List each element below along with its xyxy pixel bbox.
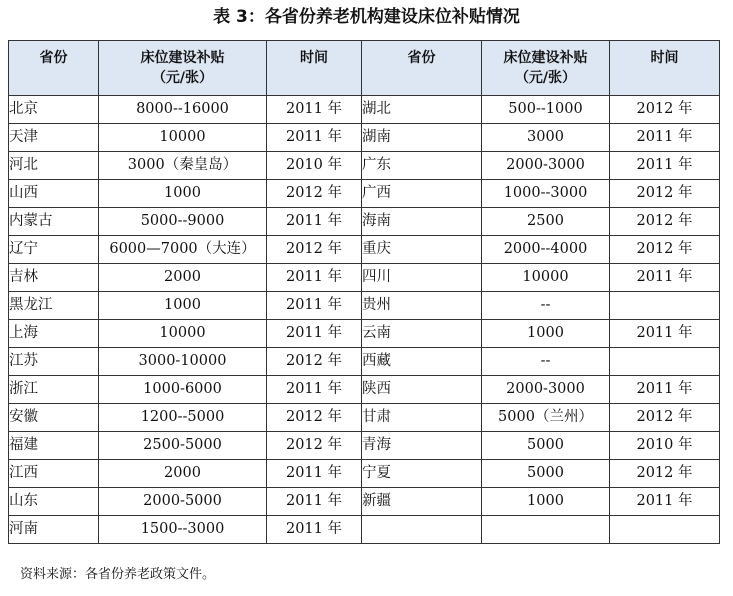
table-row (9, 376, 720, 404)
cell-subsidy-left: 10000 (99, 124, 267, 152)
cell-subsidy-right: 1000 (482, 320, 610, 348)
cell-province-left: 山东 (9, 488, 99, 516)
cell-subsidy-left: 1200--5000 (99, 404, 267, 432)
cell-province-left: 江西 (9, 460, 99, 488)
cell-year-right: 2011 年 (610, 320, 720, 348)
cell-year-left: 2011 年 (267, 376, 362, 404)
cell-year-left: 2011 年 (267, 488, 362, 516)
cell-year-left: 2012 年 (267, 348, 362, 376)
cell-year-left: 2011 年 (267, 460, 362, 488)
cell-subsidy-right: 2500 (482, 208, 610, 236)
cell-year-left: 2010 年 (267, 152, 362, 180)
cell-province-right (362, 516, 482, 544)
cell-year-left: 2012 年 (267, 180, 362, 208)
cell-year-left: 2011 年 (267, 264, 362, 292)
table-row (9, 404, 720, 432)
cell-year-left: 2012 年 (267, 432, 362, 460)
cell-subsidy-right: 500--1000 (482, 96, 610, 124)
cell-province-right: 西藏 (362, 348, 482, 376)
cell-province-right: 陕西 (362, 376, 482, 404)
table-row (9, 264, 720, 292)
table-row (9, 152, 720, 180)
cell-province-left: 河北 (9, 152, 99, 180)
table-row (9, 292, 720, 320)
header-province-right: 省份 (362, 41, 482, 96)
cell-province-left: 辽宁 (9, 236, 99, 264)
table-row (9, 180, 720, 208)
cell-province-right: 贵州 (362, 292, 482, 320)
cell-subsidy-left: 2000-5000 (99, 488, 267, 516)
cell-province-left: 黑龙江 (9, 292, 99, 320)
cell-subsidy-left: 2500-5000 (99, 432, 267, 460)
cell-subsidy-right: 5000 (482, 432, 610, 460)
cell-year-right: 2012 年 (610, 236, 720, 264)
cell-subsidy-right (482, 516, 610, 544)
table-title: 表 3：各省份养老机构建设床位补贴情况 (213, 7, 520, 27)
cell-subsidy-right: 5000 (482, 460, 610, 488)
cell-year-left: 2011 年 (267, 292, 362, 320)
cell-year-right: 2011 年 (610, 152, 720, 180)
header-row (9, 41, 720, 96)
cell-subsidy-left: 8000--16000 (99, 96, 267, 124)
cell-subsidy-right: 2000-3000 (482, 376, 610, 404)
cell-year-right: 2012 年 (610, 460, 720, 488)
cell-year-left: 2012 年 (267, 236, 362, 264)
table-row (9, 124, 720, 152)
source-note: 资料来源：各省份养老政策文件。 (20, 567, 216, 582)
cell-year-right: 2010 年 (610, 432, 720, 460)
cell-subsidy-right: -- (482, 292, 610, 320)
cell-province-right: 青海 (362, 432, 482, 460)
cell-province-right: 湖北 (362, 96, 482, 124)
cell-subsidy-right: 1000--3000 (482, 180, 610, 208)
cell-province-left: 北京 (9, 96, 99, 124)
cell-subsidy-left: 6000—7000（大连） (99, 236, 267, 264)
cell-province-right: 重庆 (362, 236, 482, 264)
cell-subsidy-left: 2000 (99, 264, 267, 292)
table-row (9, 516, 720, 544)
cell-subsidy-left: 2000 (99, 460, 267, 488)
cell-year-left: 2012 年 (267, 404, 362, 432)
cell-subsidy-left: 1000 (99, 180, 267, 208)
cell-province-left: 福建 (9, 432, 99, 460)
cell-province-left: 河南 (9, 516, 99, 544)
cell-province-left: 吉林 (9, 264, 99, 292)
cell-year-right: 2012 年 (610, 404, 720, 432)
cell-province-right: 海南 (362, 208, 482, 236)
cell-province-left: 浙江 (9, 376, 99, 404)
cell-province-left: 安徽 (9, 404, 99, 432)
cell-subsidy-left: 5000--9000 (99, 208, 267, 236)
cell-subsidy-right: 10000 (482, 264, 610, 292)
cell-province-right: 广西 (362, 180, 482, 208)
table-row (9, 348, 720, 376)
cell-subsidy-left: 1500--3000 (99, 516, 267, 544)
cell-year-right (610, 292, 720, 320)
table-row (9, 432, 720, 460)
cell-province-left: 上海 (9, 320, 99, 348)
header-subsidy-left: 床位建设补贴 （元/张） (99, 41, 267, 96)
cell-province-left: 山西 (9, 180, 99, 208)
cell-province-right: 新疆 (362, 488, 482, 516)
cell-province-right: 宁夏 (362, 460, 482, 488)
table-row (9, 236, 720, 264)
cell-subsidy-left: 1000-6000 (99, 376, 267, 404)
cell-year-left: 2011 年 (267, 124, 362, 152)
cell-province-right: 四川 (362, 264, 482, 292)
cell-year-right (610, 516, 720, 544)
header-time-left: 时间 (267, 41, 362, 96)
table-row (9, 208, 720, 236)
cell-year-right: 2011 年 (610, 124, 720, 152)
cell-year-right: 2012 年 (610, 180, 720, 208)
subsidy-table (8, 40, 720, 544)
cell-subsidy-right: -- (482, 348, 610, 376)
table-row (9, 460, 720, 488)
cell-year-right: 2011 年 (610, 264, 720, 292)
header-time-right: 时间 (610, 41, 720, 96)
cell-year-right: 2012 年 (610, 208, 720, 236)
cell-subsidy-left: 10000 (99, 320, 267, 348)
table-row (9, 320, 720, 348)
cell-year-right: 2011 年 (610, 376, 720, 404)
cell-year-left: 2011 年 (267, 320, 362, 348)
cell-subsidy-right: 5000（兰州） (482, 404, 610, 432)
cell-subsidy-right: 1000 (482, 488, 610, 516)
cell-province-right: 甘肃 (362, 404, 482, 432)
cell-year-left: 2011 年 (267, 516, 362, 544)
table-row (9, 488, 720, 516)
cell-subsidy-right: 2000--4000 (482, 236, 610, 264)
header-subsidy-right: 床位建设补贴 （元/张） (482, 41, 610, 96)
cell-year-left: 2011 年 (267, 96, 362, 124)
cell-year-left: 2011 年 (267, 208, 362, 236)
cell-province-right: 云南 (362, 320, 482, 348)
cell-province-left: 天津 (9, 124, 99, 152)
cell-subsidy-right: 3000 (482, 124, 610, 152)
cell-province-right: 广东 (362, 152, 482, 180)
table-row (9, 96, 720, 124)
cell-year-right (610, 348, 720, 376)
cell-subsidy-left: 3000（秦皇岛） (99, 152, 267, 180)
cell-province-left: 江苏 (9, 348, 99, 376)
cell-year-right: 2011 年 (610, 488, 720, 516)
header-province-left: 省份 (9, 41, 99, 96)
cell-subsidy-left: 1000 (99, 292, 267, 320)
cell-subsidy-left: 3000-10000 (99, 348, 267, 376)
cell-province-right: 湖南 (362, 124, 482, 152)
cell-subsidy-right: 2000-3000 (482, 152, 610, 180)
cell-year-right: 2012 年 (610, 96, 720, 124)
cell-province-left: 内蒙古 (9, 208, 99, 236)
